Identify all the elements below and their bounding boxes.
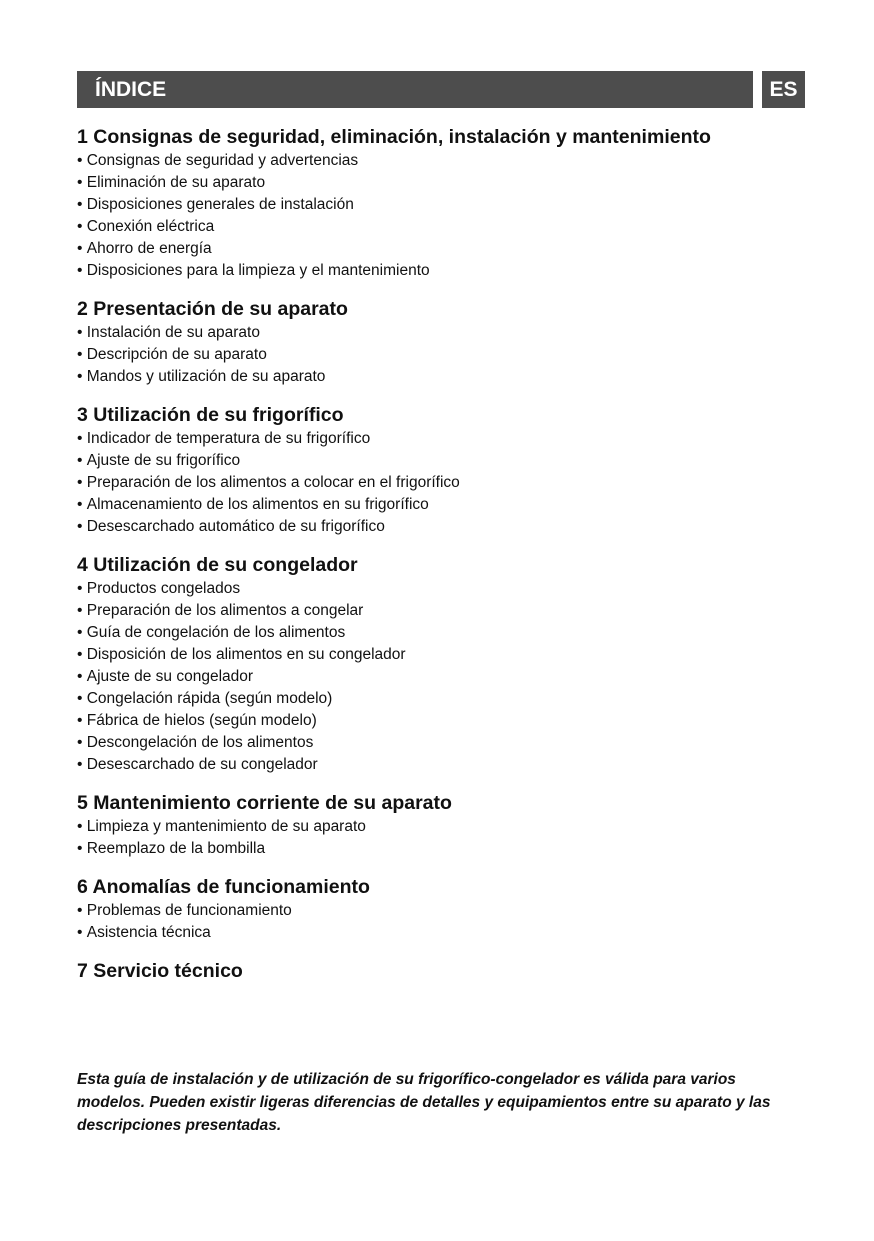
section-title: 1 Consignas de seguridad, eliminación, instalación y mantenimiento: [77, 126, 711, 148]
list-item: • Productos congelados: [77, 578, 817, 600]
list-item: • Preparación de los alimentos a colocar en el frigorífico: [77, 472, 817, 494]
list-item: • Ahorro de energía: [77, 238, 817, 260]
disclaimer-note: Esta guía de instalación y de utilización de su frigorífico-congelador es válida para varios modelos. Pueden existir ligeras diferencias de detalles y equipamientos entre su aparato y las descripciones presentadas.: [77, 1071, 771, 1134]
list-item: • Almacenamiento de los alimentos en su frigorífico: [77, 494, 817, 516]
list-item: • Consignas de seguridad y advertencias: [77, 150, 817, 172]
toc-section: [77, 296, 817, 388]
list-item: • Descripción de su aparato: [77, 344, 817, 366]
section-items: [77, 428, 817, 538]
toc-section: [77, 402, 817, 538]
language-badge: ES: [762, 71, 805, 108]
section-title: 5 Mantenimiento corriente de su aparato: [77, 792, 452, 814]
section-items: [77, 816, 817, 860]
list-item: • Instalación de su aparato: [77, 322, 817, 344]
section-items: [77, 150, 817, 282]
toc-section: [77, 790, 817, 860]
list-item: • Indicador de temperatura de su frigorífico: [77, 428, 817, 450]
list-item: • Fábrica de hielos (según modelo): [77, 710, 817, 732]
list-item: • Reemplazo de la bombilla: [77, 838, 817, 860]
list-item: • Congelación rápida (según modelo): [77, 688, 817, 710]
section-title: 7 Servicio técnico: [77, 960, 243, 982]
list-item: • Ajuste de su frigorífico: [77, 450, 817, 472]
toc-section: [77, 124, 817, 282]
list-item: • Desescarchado automático de su frigorífico: [77, 516, 817, 538]
section-title: 4 Utilización de su congelador: [77, 554, 358, 576]
toc-section: [77, 874, 817, 944]
section-items: [77, 900, 817, 944]
index-header: [77, 71, 753, 108]
toc-section: [77, 958, 817, 984]
section-title: 2 Presentación de su aparato: [77, 298, 348, 320]
list-item: • Limpieza y mantenimiento de su aparato: [77, 816, 817, 838]
section-title: 3 Utilización de su frigorífico: [77, 404, 344, 426]
list-item: • Guía de congelación de los alimentos: [77, 622, 817, 644]
list-item: • Disposiciones generales de instalación: [77, 194, 817, 216]
list-item: • Mandos y utilización de su aparato: [77, 366, 817, 388]
list-item: • Eliminación de su aparato: [77, 172, 817, 194]
list-item: • Disposición de los alimentos en su congelador: [77, 644, 817, 666]
list-item: • Conexión eléctrica: [77, 216, 817, 238]
list-item: • Desescarchado de su congelador: [77, 754, 817, 776]
list-item: • Descongelación de los alimentos: [77, 732, 817, 754]
table-of-contents: [77, 124, 817, 998]
toc-section: [77, 552, 817, 776]
section-title: 6 Anomalías de funcionamiento: [77, 876, 370, 898]
list-item: • Ajuste de su congelador: [77, 666, 817, 688]
list-item: • Asistencia técnica: [77, 922, 817, 944]
section-items: [77, 322, 817, 388]
list-item: • Preparación de los alimentos a congelar: [77, 600, 817, 622]
section-items: [77, 578, 817, 776]
index-title: ÍNDICE: [95, 78, 167, 101]
list-item: • Disposiciones para la limpieza y el mantenimiento: [77, 260, 817, 282]
list-item: • Problemas de funcionamiento: [77, 900, 817, 922]
